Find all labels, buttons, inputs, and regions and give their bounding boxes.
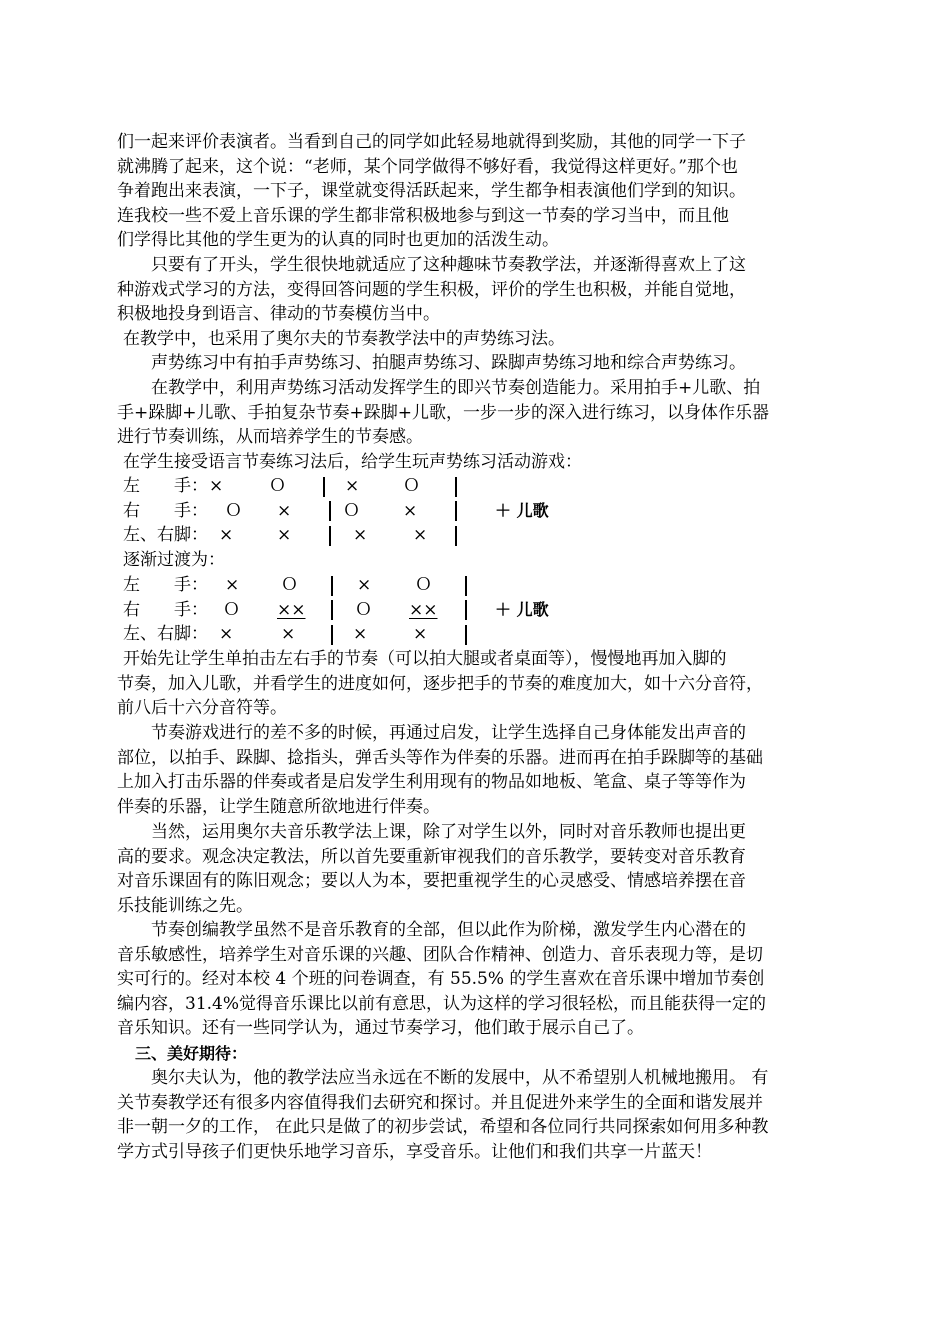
beat: Ｏ (403, 476, 420, 496)
beat: Ｏ (415, 575, 432, 595)
beat: × (219, 525, 234, 546)
text-line: 部位，以拍手、跺脚、捻指头，弹舌头等作为伴奏的乐器。进而再在拍手跺脚等的基础 (117, 747, 763, 768)
paragraph-1 (117, 130, 817, 253)
text-line: 只要有了开头，学生很快地就适应了这种趣味节奏教学法，并逐渐得喜欢上了这 (151, 255, 746, 275)
paragraph-3 (117, 327, 817, 352)
rhythm-exercise-2 (117, 573, 817, 647)
bar-line (323, 474, 325, 499)
text-line: 实可行的。经对本校 4 个班的问卷调查，有 55.5% 的学生喜欢在音乐课中增加节奏创 (117, 969, 765, 990)
text-line: 声势练习中有拍手声势练习、拍腿声势练习、跺脚声势练习地和综合声势练习。 (151, 353, 746, 373)
beat: Ｏ (343, 500, 360, 521)
beat: × (353, 624, 368, 645)
text-line: 前八后十六分音符等。 (117, 698, 287, 719)
text-line: 音乐敏感性，培养学生对音乐课的兴趣、团队合作精神、创造力、音乐表现力等，是切 (117, 944, 763, 965)
paragraph-9 (117, 820, 817, 918)
beat: × (225, 575, 240, 595)
text-line: 逐渐过渡为： (123, 550, 225, 570)
paragraph-7 (117, 647, 817, 721)
beat: Ｏ (269, 476, 286, 496)
beat: × (403, 500, 418, 521)
beat: Ｏ (225, 500, 242, 521)
paragraph-8 (117, 721, 817, 819)
text-line: 在教学中，利用声势练习活动发挥学生的即兴节奏创造能力。采用拍手+儿歌、拍 (151, 378, 761, 398)
text-line: 关节奏教学还有很多内容值得我们去研究和探讨。并且促进外来学生的全面和谐发展并 (117, 1092, 763, 1113)
transition-text (117, 548, 817, 573)
text-line: 学方式引导孩子们更快乐地学习音乐，享受音乐。让他们和我们共享一片蓝天！ (117, 1141, 712, 1162)
beat: × (413, 525, 428, 546)
text-line: 上加入打击乐器的伴奏或者是启发学生利用现有的物品如地板、笔盒、桌子等等作为 (117, 772, 746, 793)
beat: × (209, 476, 224, 496)
text-line: 乐技能训练之先。 (117, 895, 253, 916)
beat: Ｏ (223, 599, 240, 620)
row-label: 左、右脚： (123, 624, 208, 645)
rhythm-row-right-hand (117, 499, 817, 524)
text-line: 种游戏式学习的方法，变得回答问题的学生积极，评价的学生也积极，并能自觉地， (117, 279, 746, 300)
rhythm-row-feet (117, 523, 817, 548)
beat-eighth-pair: ×× (409, 599, 438, 620)
paragraph-4 (117, 351, 817, 376)
beat: × (357, 575, 372, 595)
section-heading (117, 1042, 817, 1067)
paragraph-10 (117, 918, 817, 1041)
rhythm-row-left-hand (117, 573, 817, 598)
row-label: 左、右脚： (123, 525, 208, 546)
text-line: 就沸腾了起来，这个说：“老师，某个同学做得不够好看，我觉得这样更好。”那个也 (117, 156, 738, 177)
row-label: 右 手： (123, 500, 208, 521)
text-line: 进行节奏训练，从而培养学生的节奏感。 (117, 427, 423, 448)
text-line: 非一朝一夕的工作， 在此只是做了的初步尝试，希望和各位同行共同探索如何用多种教 (117, 1117, 769, 1138)
text-line: 在学生接受语言节奏练习法后，给学生玩声势练习活动游戏： (123, 452, 582, 472)
beat: Ｏ (281, 575, 298, 595)
bar-line (329, 523, 331, 548)
bar-line (465, 598, 467, 623)
bar-line (455, 499, 457, 524)
text-line: 高的要求。观念决定教法，所以首先要重新审视我们的音乐教学，要转变对音乐教育 (117, 846, 746, 867)
beat: × (219, 624, 234, 645)
rhythm-row-feet (117, 622, 817, 647)
beat: × (277, 500, 292, 521)
plus-nursery-rhyme: ＋ 儿歌 (495, 500, 549, 520)
beat-eighth-pair: ×× (277, 599, 306, 620)
rhythm-exercise-1 (117, 474, 817, 548)
text-line: 手+跺脚+儿歌、手拍复杂节奏+跺脚+儿歌，一步一步的深入进行练习，以身体作乐器 (117, 402, 769, 423)
bar-line (331, 598, 333, 623)
text-line: 当然，运用奥尔夫音乐教学法上课，除了对学生以外，同时对音乐教师也提出更 (151, 822, 746, 842)
text-line: 奥尔夫认为，他的教学法应当永远在不断的发展中，从不希望别人机械地搬用。 有 (151, 1068, 769, 1088)
bar-line (331, 622, 333, 647)
bar-line (465, 573, 467, 598)
row-label: 左 手： (123, 575, 208, 595)
rhythm-row-left-hand (117, 474, 817, 499)
paragraph-6 (117, 450, 817, 475)
text-line: 连我校一些不爱上音乐课的学生都非常积极地参与到这一节奏的学习当中，而且他 (117, 205, 729, 226)
paragraph-5 (117, 376, 817, 450)
row-label: 左 手： (123, 476, 208, 496)
rhythm-row-right-hand (117, 598, 817, 623)
text-line: 们一起来评价表演者。当看到自己的同学如此轻易地就得到奖励，其他的同学一下子 (117, 132, 746, 152)
row-label: 右 手： (123, 599, 208, 620)
paragraph-11 (117, 1066, 817, 1164)
text-line: 争着跑出来表演，一下子，课堂就变得活跃起来，学生都争相表演他们学到的知识。 (117, 181, 746, 202)
heading-text: 三、美好期待： (135, 1044, 248, 1063)
beat: Ｏ (355, 599, 372, 620)
text-line: 对音乐课固有的陈旧观念；要以人为本，要把重视学生的心灵感受、情感培养摆在音 (117, 871, 746, 892)
text-line: 开始先让学生单拍击左右手的节奏（可以拍大腿或者桌面等），慢慢地再加入脚的 (123, 649, 727, 669)
paragraph-2 (117, 253, 817, 327)
text-line: 编内容，31.4%觉得音乐课比以前有意思，认为这样的学习很轻松，而且能获得一定的 (117, 993, 767, 1014)
beat: × (413, 624, 428, 645)
bar-line (331, 573, 333, 598)
text-line: 们学得比其他的学生更为的认真的同时也更加的活泼生动。 (117, 230, 559, 251)
text-line: 积极地投身到语言、律动的节奏模仿当中。 (117, 304, 440, 325)
text-line: 节奏，加入儿歌，并看学生的进度如何，逐步把手的节奏的难度加大，如十六分音符， (117, 673, 763, 694)
text-line: 节奏游戏进行的差不多的时候，再通过启发，让学生选择自己身体能发出声音的 (151, 723, 746, 743)
text-line: 音乐知识。还有一些同学认为，通过节奏学习，他们敢于展示自己了。 (117, 1018, 644, 1039)
bar-line (455, 523, 457, 548)
bar-line (455, 474, 457, 499)
bar-line (329, 499, 331, 524)
text-line: 伴奏的乐器，让学生随意所欲地进行伴奏。 (117, 796, 440, 817)
bar-line (465, 622, 467, 647)
text-line: 在教学中，也采用了奥尔夫的节奏教学法中的声势练习法。 (123, 329, 565, 349)
plus-nursery-rhyme: ＋ 儿歌 (495, 599, 549, 619)
beat: × (277, 525, 292, 546)
beat: × (353, 525, 368, 546)
beat: × (281, 624, 296, 645)
text-line: 节奏创编教学虽然不是音乐教育的全部，但以此作为阶梯，激发学生内心潜在的 (151, 920, 746, 940)
beat: × (345, 476, 360, 496)
